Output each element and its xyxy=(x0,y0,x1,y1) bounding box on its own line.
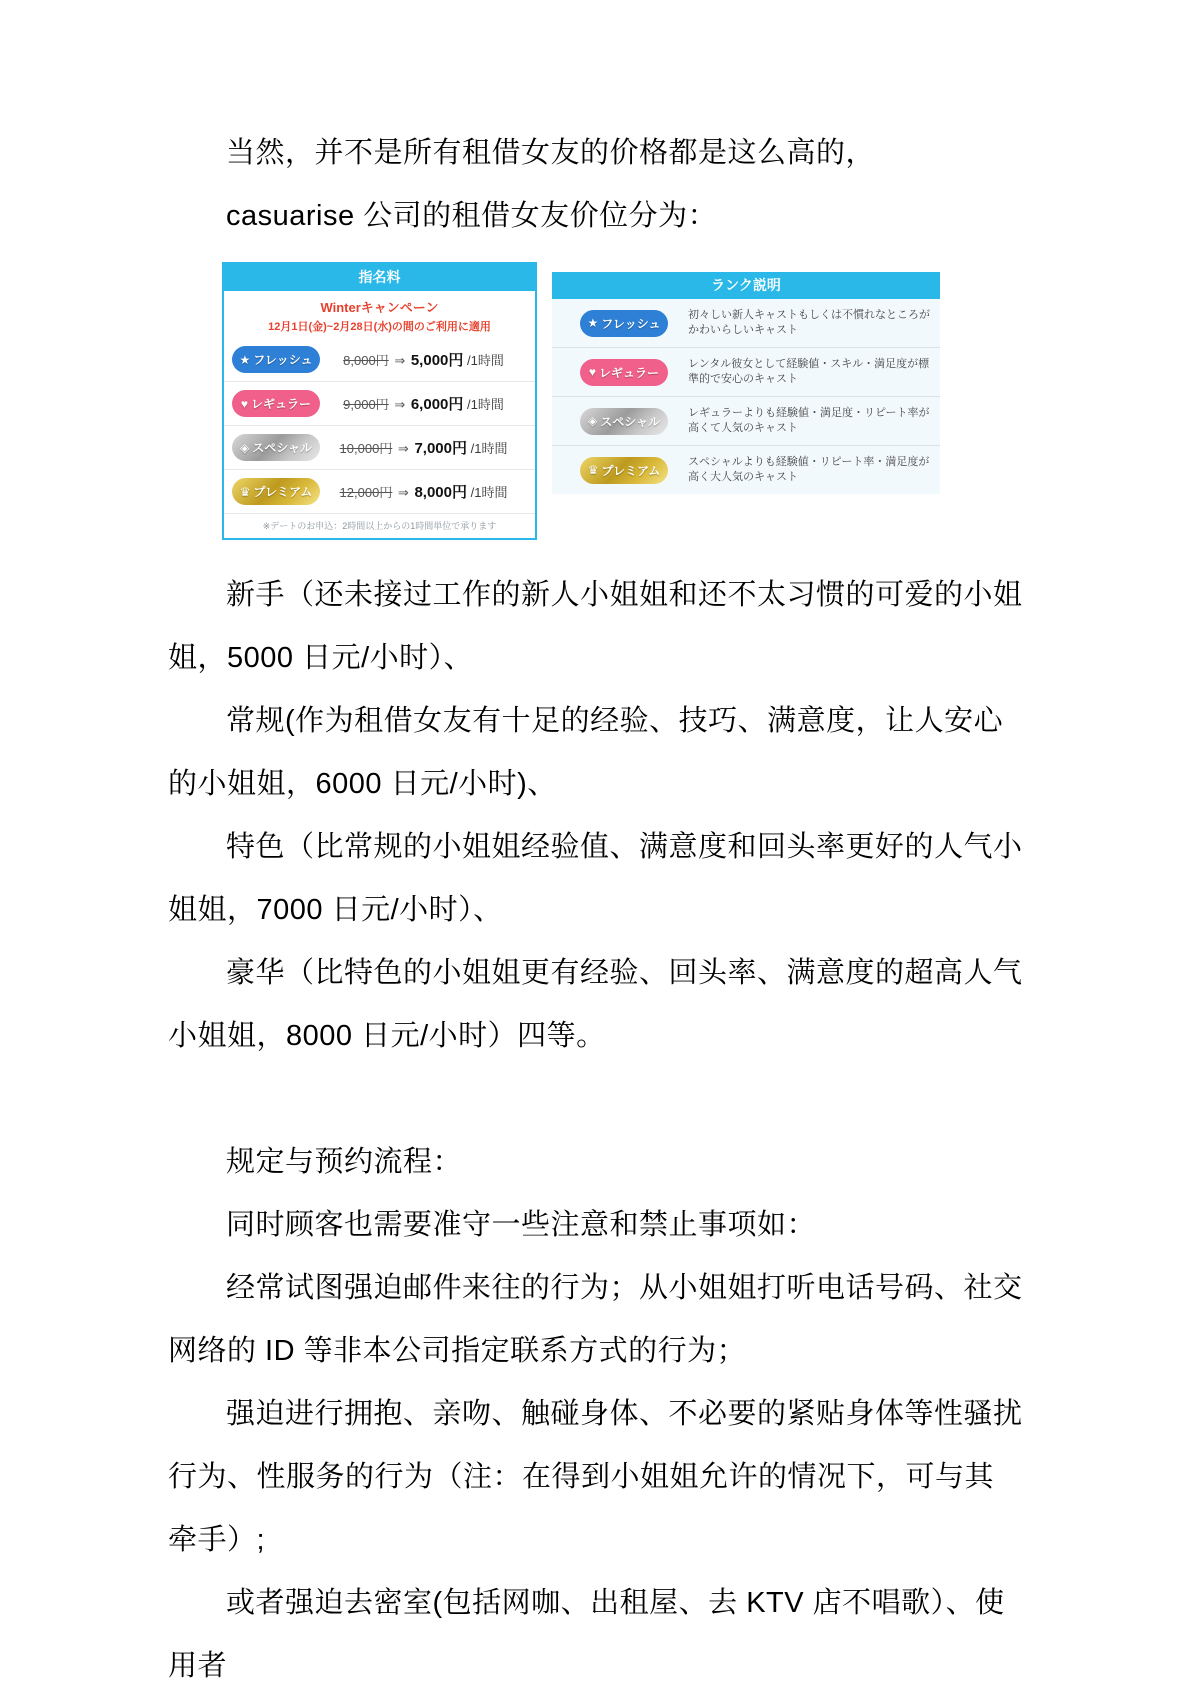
old-price: 10,000円 xyxy=(339,441,393,456)
fee-table-header: 指名料 xyxy=(224,264,535,291)
heart-icon: ♥ xyxy=(588,365,597,379)
rank-description: レギュラーよりも経験値・満足度・リピート率が高くて人気のキャスト xyxy=(688,407,930,434)
body-paragraph-regular: 常规(作为租借女友有十足的经验、技巧、满意度，让人安心的小姐姐，6000 日元/小时)、 xyxy=(168,705,1004,800)
pricing-figure-image xyxy=(222,262,942,540)
fee-row-special xyxy=(224,425,535,469)
price-cell xyxy=(320,437,527,458)
rank-label: スペシャル xyxy=(600,414,660,429)
rank-row-special xyxy=(552,397,940,446)
campaign-period: 12月1日(金)~2月28日(水)の間のご利用に適用 xyxy=(268,321,491,333)
campaign-banner xyxy=(224,291,535,338)
rank-label: プレミアム xyxy=(253,485,313,499)
price-cell xyxy=(320,481,527,502)
rank-badge-special xyxy=(232,434,320,461)
rank-table-header: ランク説明 xyxy=(552,272,940,299)
rank-description: スペシャルよりも経験値・リピート率・満足度が高く大人気のキャスト xyxy=(688,456,930,483)
gem-icon: ◈ xyxy=(240,440,250,455)
fee-row-fresh xyxy=(224,338,535,381)
rank-description: レンタル彼女として経験値・スキル・満足度が標準的で安心のキャスト xyxy=(688,358,930,385)
price-unit: /1時間 xyxy=(467,353,504,368)
fee-row-regular xyxy=(224,381,535,425)
section-heading-rules: 规定与预约流程： xyxy=(226,1146,463,1178)
rank-badge-regular xyxy=(232,390,320,417)
body-paragraph-contact-ban: 经常试图强迫邮件来往的行为；从小姐姐打听电话号码、社交网络的 ID 等非本公司指定联系方式的行为； xyxy=(168,1272,1023,1367)
gem-icon: ◈ xyxy=(588,414,598,428)
rank-badge-premium xyxy=(580,457,668,484)
rank-description: 初々しい新人キャストもしくは不慣れなところがかわいらしいキャスト xyxy=(688,309,930,336)
arrow-icon: ⇒ xyxy=(394,353,406,368)
body-paragraph-premium: 豪华（比特色的小姐姐更有经验、回头率、满意度的超高人气小姐姐，8000 日元/小时）四等。 xyxy=(168,957,1023,1052)
price-cell xyxy=(320,393,527,414)
old-price: 9,000円 xyxy=(343,397,389,412)
fee-row-premium xyxy=(224,469,535,513)
fee-footnote: ※デートのお申込：2時間以上からの1時間単位で承ります xyxy=(224,513,535,538)
arrow-icon: ⇒ xyxy=(397,485,409,500)
rank-row-fresh xyxy=(552,299,940,348)
rank-label: フレッシュ xyxy=(253,353,313,367)
price-unit: /1時間 xyxy=(467,397,504,412)
rank-table xyxy=(552,272,940,494)
old-price: 8,000円 xyxy=(343,353,389,368)
rank-badge-fresh xyxy=(580,310,668,337)
rank-row-premium xyxy=(552,446,940,494)
price-unit: /1時間 xyxy=(470,485,508,500)
fee-table xyxy=(222,262,537,540)
body-paragraph-notice: 同时顾客也需要准守一些注意和禁止事项如： xyxy=(226,1209,817,1241)
new-price: 5,000円 xyxy=(410,352,464,369)
star-icon: ★ xyxy=(239,352,251,367)
rank-label: スペシャル xyxy=(252,441,312,455)
rank-label: レギュラー xyxy=(599,365,660,380)
rank-label: フレッシュ xyxy=(601,316,661,331)
rank-row-regular xyxy=(552,348,940,397)
rank-badge-fresh xyxy=(232,346,320,373)
intro-paragraph-1: 当然，并不是所有租借女友的价格都是这么高的， xyxy=(226,137,876,169)
crown-icon: ♛ xyxy=(239,484,251,499)
rank-badge-premium xyxy=(232,478,320,505)
price-unit: /1時間 xyxy=(470,441,508,456)
rank-badge-special xyxy=(580,408,668,435)
rank-label: プレミアム xyxy=(601,463,661,478)
rank-label: レギュラー xyxy=(251,397,312,411)
new-price: 6,000円 xyxy=(410,396,464,413)
arrow-icon: ⇒ xyxy=(397,441,409,456)
price-cell xyxy=(320,349,527,370)
heart-icon: ♥ xyxy=(240,396,249,411)
new-price: 7,000円 xyxy=(414,440,467,457)
blank-line xyxy=(168,1068,1023,1131)
arrow-icon: ⇒ xyxy=(394,397,406,412)
rank-badge-regular xyxy=(580,359,668,386)
crown-icon: ♛ xyxy=(587,463,599,477)
body-paragraph-special: 特色（比常规的小姐姐经验值、满意度和回头率更好的人气小姐姐，7000 日元/小时）、 xyxy=(168,831,1023,926)
body-paragraph-harassment-ban: 强迫进行拥抱、亲吻、触碰身体、不必要的紧贴身体等性骚扰行为、性服务的行为（注：在得到小姐姐允许的情况下，可与其牵手）; xyxy=(168,1398,1023,1556)
old-price: 12,000円 xyxy=(339,485,393,500)
star-icon: ★ xyxy=(587,316,599,330)
campaign-title: Winterキャンペーン xyxy=(320,300,439,315)
body-paragraph-fresh: 新手（还未接过工作的新人小姐姐和还不太习惯的可爱的小姐姐，5000 日元/小时）、 xyxy=(168,579,1023,674)
new-price: 8,000円 xyxy=(414,484,467,501)
body-paragraph-room-ban: 或者强迫去密室(包括网咖、出租屋、去 KTV 店不唱歌）、使用者 xyxy=(168,1587,1005,1682)
intro-paragraph-2: casuarise 公司的租借女友价位分为： xyxy=(226,200,718,232)
